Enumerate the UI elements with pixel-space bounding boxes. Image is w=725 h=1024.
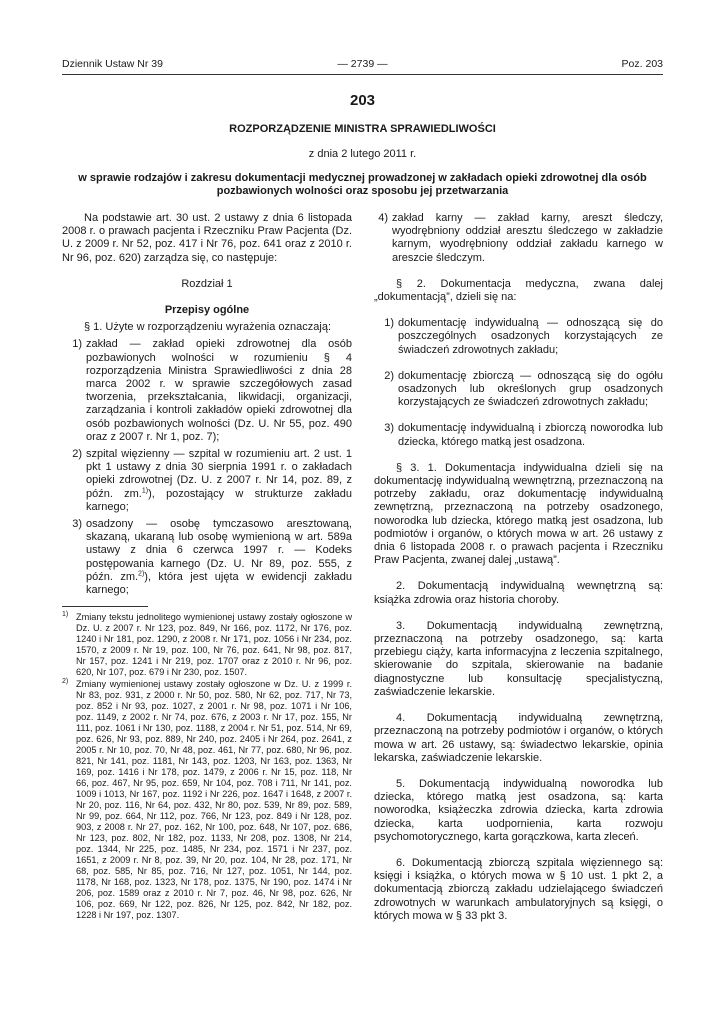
footnote xyxy=(62,612,352,678)
footnotes xyxy=(62,612,352,921)
definition-text xyxy=(86,448,352,514)
definition-number: 1) xyxy=(72,338,82,351)
page-header xyxy=(62,58,663,72)
act-subject: w sprawie rodzajów i zakresu dokumentacji medycznej prowadzonej w zakładach opieki zdrowotnej dla osób pozbawionych wolności oraz sposobu jej przetwarzania xyxy=(78,172,647,197)
footnote-divider xyxy=(62,606,148,607)
paragraph-3-section-1: § 3. 1. Dokumentacja indywidualna dzieli się na dokumentację indywidualną wewnętrzną, przeznaczoną na potrzeby zakładu, oraz dokumentację indywidualną zewnętrzną, przeznaczoną na potrzeby osadzonego, noworodka lub dziecka, którego matką jest osadzona, lub podmiotów i organów, o których mowa w art. 26 ustawy z dnia 6 listopada 2008 r. o prawach pacjenta i Rzeczniku Praw Pacjenta, zwanej dalej „ustawą”. xyxy=(374,461,663,567)
list-text: dokumentację indywidualną — odnoszącą się do poszczególnych osadzonych korzystających ze świadczeń zdrowotnych zakładu; xyxy=(398,317,663,356)
paragraph-3-section-6: 6. Dokumentacją zbiorczą szpitala więziennego są: księgi i książka, o których mowa w § 10 ust. 1 pkt 2, a dokumentacją zbiorczą zakładu udzielającego świadczeń zdrowotnych w warunkach ambulatoryjnych są księgi, o których mowa w § 33 pkt 3. xyxy=(374,856,663,922)
paragraph-2-intro: § 2. Dokumentacja medyczna, zwana dalej „dokumentacją”, dzieli się na: xyxy=(374,277,663,304)
footnote-ref: 2) xyxy=(138,570,145,578)
list-number: 2) xyxy=(384,369,394,382)
act-title-block xyxy=(62,92,663,198)
definition-text-part: ), która jest ujęta w ewidencji zakładu karnego; xyxy=(86,570,352,597)
header-divider xyxy=(62,74,663,75)
left-column xyxy=(62,212,352,921)
footnote-number xyxy=(62,679,76,921)
paragraph-3-section-2: 2. Dokumentacją indywidualną wewnętrzną są: książka zdrowia oraz historia choroby. xyxy=(374,580,663,606)
preamble: Na podstawie art. 30 ust. 2 ustawy z dnia 6 listopada 2008 r. o prawach pacjenta i Rzeczniku Praw Pacjenta (Dz. U. z 2009 r. Nr 52, poz. 417 i Nr 76, poz. 641 oraz z 2010 r. Nr 96, poz. 620) zarządza się, co następuje: xyxy=(62,212,352,264)
definition-number: 4) xyxy=(378,212,388,224)
list-text: dokumentację zbiorczą — odnoszącą się do ogółu osadzonych lub określonych grup osadzonych korzystających ze świadczeń zdrowotnych zakładu; xyxy=(398,369,663,409)
footnote-text: Zmiany tekstu jednolitego wymienionej ustawy zostały ogłoszone w Dz. U. z 2007 r. Nr 123, poz. 849, Nr 166, poz. 1172, Nr 176, poz. 1240 i Nr 181, poz. 1290, z 2008 r. Nr 171, poz. 1056 i Nr 234, poz. 1570, z 2009 r. Nr 19, poz. 100, Nr 76, poz. 641, Nr 98, poz. 817, Nr 157, poz. 1241 i Nr 219, poz. 1707 oraz z 2010 r. Nr 96, poz. 620, Nr 107, poz. 679 i Nr 230, poz. 1507. xyxy=(76,612,352,678)
list-text: dokumentację indywidualną i zbiorczą noworodka lub dziecka, którego matką jest osadzona. xyxy=(398,422,663,448)
definition-text: zakład — zakład opieki zdrowotnej dla osób pozbawionych wolności w rozumieniu § 4 rozporządzenia Ministra Sprawiedliwości z dnia 28 marca 2002 r. w sprawie szczegółowych zasad tworzenia, przekształcania, likwidacji, organizacji, zarządzania i kontroli zakładów opieki zdrowotnej dla osób pozbawionych wolności (Dz. U. Nr 55, poz. 490 oraz z 2007 r. Nr 1, poz. 7); xyxy=(86,338,352,443)
footnote-marker: 2) xyxy=(62,678,69,686)
page-number: — 2739 — xyxy=(337,58,388,70)
act-number: 203 xyxy=(349,92,376,109)
definition-text-part: ), pozostający w strukturze zakładu karnego; xyxy=(86,487,353,513)
definition-item xyxy=(374,212,663,265)
chapter-heading: Rozdział 1 xyxy=(181,277,233,290)
definition-item xyxy=(62,518,352,597)
footnote-marker: 1) xyxy=(62,611,69,619)
list-item xyxy=(374,422,663,448)
footnote-ref: 1) xyxy=(141,487,149,494)
list-item xyxy=(374,317,663,357)
definition-number: 3) xyxy=(72,518,82,531)
act-date: z dnia 2 lutego 2011 r. xyxy=(308,148,417,160)
definition-item xyxy=(62,448,352,514)
list-item xyxy=(374,370,663,410)
right-column xyxy=(374,212,663,923)
definition-text-part: osadzony — osobę tymczasowo aresztowaną, skazaną, ukaraną lub osobę wymienioną w art. 589a ustawy z dnia 6 czerwca 1997 r. — Kodeks postępowania karnego (Dz. U. Nr 89, poz. 555, z późn. zm. xyxy=(86,518,352,583)
definition-text-part: szpital więzienny — szpital w rozumieniu art. 2 ust. 1 pkt 1 ustawy z dnia 30 sierpnia 1991 r. o zakładach opieki zdrowotnej (Dz. U. z 2007 r. Nr 14, poz. 89, z późn. zm. xyxy=(86,448,352,500)
chapter-title: Przepisy ogólne xyxy=(164,304,250,317)
footnote-text: Zmiany wymienionej ustawy zostały ogłoszone w Dz. U. z 1999 r. Nr 83, poz. 931, z 2000 r. Nr 50, poz. 580, Nr 62, poz. 717, Nr 73, poz. 852 i Nr 93, poz. 1027, z 2001 r. Nr 98, poz. 1071 i Nr 106, poz. 1149, z 2002 r. Nr 74, poz. 676, z 2003 r. Nr 17, poz. 155, Nr 111, poz. 1061 i Nr 130, poz. 1188, z 2004 r. Nr 51, poz. 514, Nr 69, poz. 626, Nr 93, poz. 889, Nr 240, poz. 2405 i Nr 264, poz. 2641, z 2005 r. Nr 10, poz. 70, Nr 48, poz. 461, Nr 77, poz. 680, Nr 96, poz. 821, Nr 141, poz. 1181, Nr 143, poz. 1203, Nr 163, poz. 1363, Nr 169, poz. 1416 i Nr 178, poz. 1479, z 2006 r. Nr 15, poz. 118, Nr 66, poz. 467, Nr 95, poz. 659, Nr 104, poz. 708 i 711, Nr 141, poz. 1009 i 1013, Nr 167, poz. 1192 i Nr 226, poz. 1647 i 1648, z 2007 r. Nr 20, poz. 116, Nr 64, poz. 432, Nr 80, poz. 539, Nr 89, poz. 589, Nr 99, poz. 664, Nr 112, poz. 766, Nr 123, poz. 849 i Nr 128, poz. 903, z 2008 r. Nr 27, poz. 162, Nr 100, poz. 648, Nr 107, poz. 686, Nr 123, poz. 802, Nr 182, poz. 1133, Nr 208, poz. 1308, Nr 214, poz. 1344, Nr 225, poz. 1485, Nr 234, poz. 1571 i Nr 237, poz. 1651, z 2009 r. Nr 8, poz. 39, Nr 20, poz. 104, Nr 28, poz. 171, Nr 68, poz. 585, Nr 85, poz. 716, Nr 127, poz. 1051, Nr 144, poz. 1178, Nr 168, poz. 1323, Nr 178, poz. 1375, Nr 190, poz. 1474 i Nr 206, poz. 1589 oraz z 2010 r. Nr 7, poz. 46, Nr 98, poz. 626, Nr 106, poz. 669, Nr 122, poz. 826, Nr 125, poz. 842, Nr 182, poz. 1228 i Nr 197, poz. 1307. xyxy=(76,679,352,921)
definition-text: zakład karny — zakład karny, areszt śledczy, wyodrębniony oddział aresztu śledczego w zakładzie karnym, wyodrębniony oddział zakładu karnego w areszcie śledczym. xyxy=(392,212,663,264)
footnote xyxy=(62,679,352,921)
paragraph-1-intro: § 1. Użyte w rozporządzeniu wyrażenia oznaczają: xyxy=(84,321,332,334)
list-number: 3) xyxy=(384,422,394,435)
paragraph-3-section-4: 4. Dokumentacją indywidualną zewnętrzną, przeznaczoną na potrzeby podmiotów i organów, o których mowa w art. 26 ustawy, są: świadectwo lekarskie, opinia lekarska, zaświadczenie lekarskie. xyxy=(374,712,663,764)
definition-text xyxy=(86,518,352,597)
list-number: 1) xyxy=(384,317,394,330)
definition-item xyxy=(62,338,352,444)
footnote-number xyxy=(62,612,76,678)
paragraph-3-section-5: 5. Dokumentacją indywidualną noworodka lub dziecka, którego matką jest osadzona, są: karta noworodka, książeczka zdrowia dziecka, karta zdrowia dziecka, karta uodpornienia, karta rozwoju psychomotorycznego, karta gorączkowa, karta zleceń. xyxy=(374,777,663,843)
definition-number: 2) xyxy=(72,448,82,461)
journal-name: Dziennik Ustaw Nr 39 xyxy=(62,58,163,70)
position-number: Poz. 203 xyxy=(621,58,663,70)
act-title: ROZPORZĄDZENIE MINISTRA SPRAWIEDLIWOŚCI xyxy=(229,123,496,135)
paragraph-3-section-3: 3. Dokumentacją indywidualną zewnętrzną, przeznaczoną na potrzeby osadzonego, są: karta przebiegu ciąży, karta informacyjna z leczenia szpitalnego, skierowanie do szpitala, skierowanie na badanie diagnostyczne lub konsultację specjalistyczną, zaświadczenie lekarskie. xyxy=(374,619,663,698)
